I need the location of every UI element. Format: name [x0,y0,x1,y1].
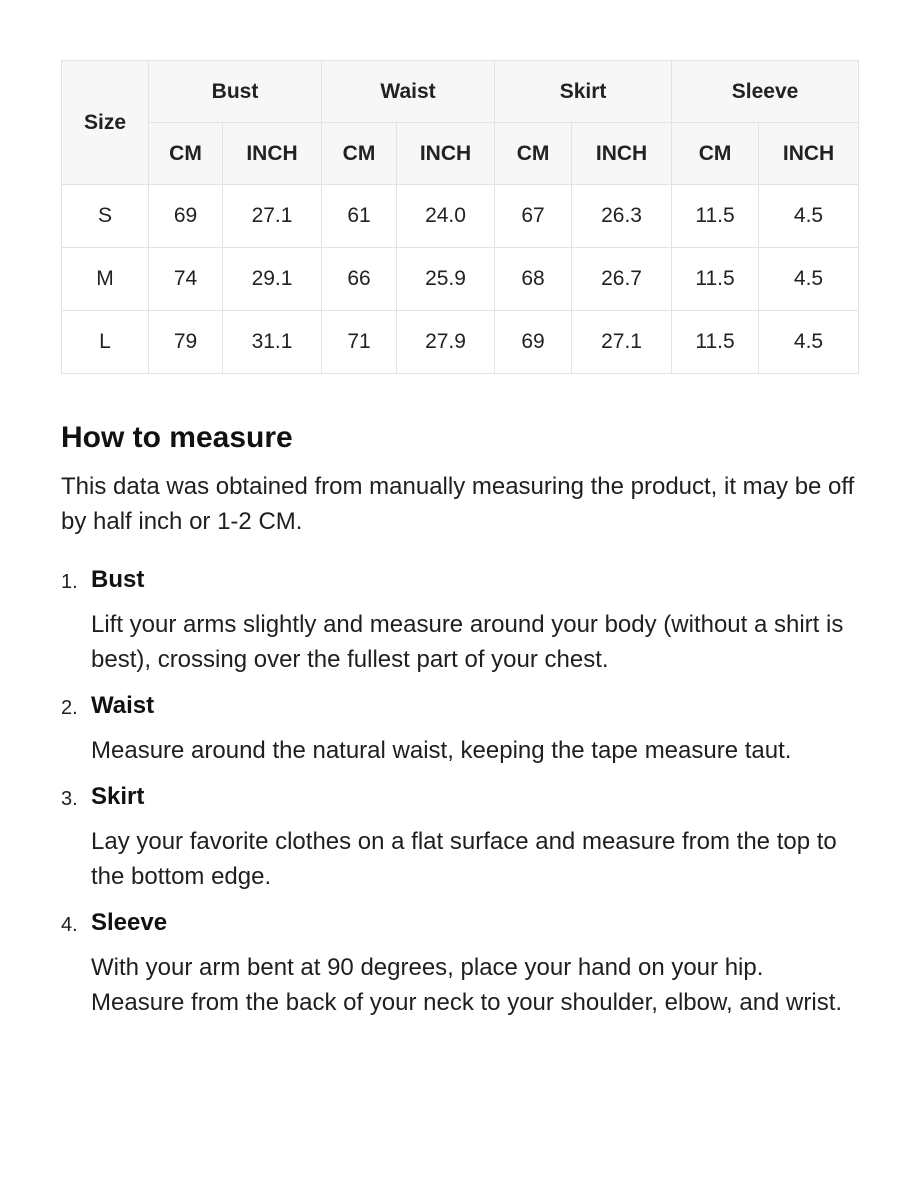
measure-step-waist [61,691,859,768]
group-header-skirt: Skirt [495,61,672,123]
cell-value: 71 [322,311,397,374]
table-row-size-l [62,311,859,374]
measure-step-bust [61,565,859,677]
measure-intro-text: This data was obtained from manually measuring the product, it may be off by half inch or 1-2 CM. [61,473,855,535]
group-header-row [62,61,859,123]
group-header-sleeve: Sleeve [672,61,859,123]
unit-header-sleeve-cm: CM [672,123,759,185]
step-body [91,908,859,1020]
step-number: 4. [61,914,78,936]
step-title: Waist [91,692,155,719]
cell-value: 74 [149,248,223,311]
step-title: Skirt [91,783,145,810]
cell-value: 79 [149,311,223,374]
cell-value: 26.7 [572,248,672,311]
how-to-measure-heading: How to measure [61,421,293,454]
step-number: 2. [61,697,78,719]
cell-value: 67 [495,185,572,248]
cell-value: 26.3 [572,185,672,248]
cell-value: 11.5 [672,185,759,248]
unit-header-bust-inch: INCH [223,123,322,185]
table-row-size-s [62,185,859,248]
size-label: L [62,311,149,374]
cell-value: 69 [495,311,572,374]
size-column-header: Size [62,61,149,185]
cell-value: 27.1 [572,311,672,374]
step-description: Measure around the natural waist, keeping the tape measure taut. [91,737,792,764]
step-description: Lay your favorite clothes on a flat surface and measure from the top to the bottom edge. [91,828,837,890]
step-number: 1. [61,571,78,593]
step-description: With your arm bent at 90 degrees, place your hand on your hip. Measure from the back of your neck to your shoulder, elbow, and wrist. [91,954,843,1016]
cell-value: 4.5 [759,311,859,374]
cell-value: 29.1 [223,248,322,311]
step-description: Lift your arms slightly and measure around your body (without a shirt is best), crossing over the fullest part of your chest. [91,611,844,673]
step-body [91,691,859,768]
size-chart-table [61,60,859,374]
cell-value: 11.5 [672,311,759,374]
cell-value: 4.5 [759,185,859,248]
unit-header-waist-cm: CM [322,123,397,185]
unit-header-sleeve-inch: INCH [759,123,859,185]
unit-header-bust-cm: CM [149,123,223,185]
unit-header-skirt-inch: INCH [572,123,672,185]
measure-step-skirt [61,782,859,894]
size-label: S [62,185,149,248]
cell-value: 25.9 [397,248,495,311]
cell-value: 68 [495,248,572,311]
measure-step-sleeve [61,908,859,1020]
unit-header-waist-inch: INCH [397,123,495,185]
size-label: M [62,248,149,311]
step-title: Sleeve [91,909,168,936]
table-row-size-m [62,248,859,311]
cell-value: 61 [322,185,397,248]
cell-value: 24.0 [397,185,495,248]
step-title: Bust [91,566,145,593]
cell-value: 4.5 [759,248,859,311]
step-body [91,782,859,894]
cell-value: 69 [149,185,223,248]
measure-steps-list [61,565,859,1020]
cell-value: 11.5 [672,248,759,311]
unit-header-skirt-cm: CM [495,123,572,185]
step-number: 3. [61,788,78,810]
unit-header-row [62,123,859,185]
cell-value: 66 [322,248,397,311]
cell-value: 27.1 [223,185,322,248]
cell-value: 27.9 [397,311,495,374]
step-body [91,565,859,677]
group-header-waist: Waist [322,61,495,123]
cell-value: 31.1 [223,311,322,374]
group-header-bust: Bust [149,61,322,123]
